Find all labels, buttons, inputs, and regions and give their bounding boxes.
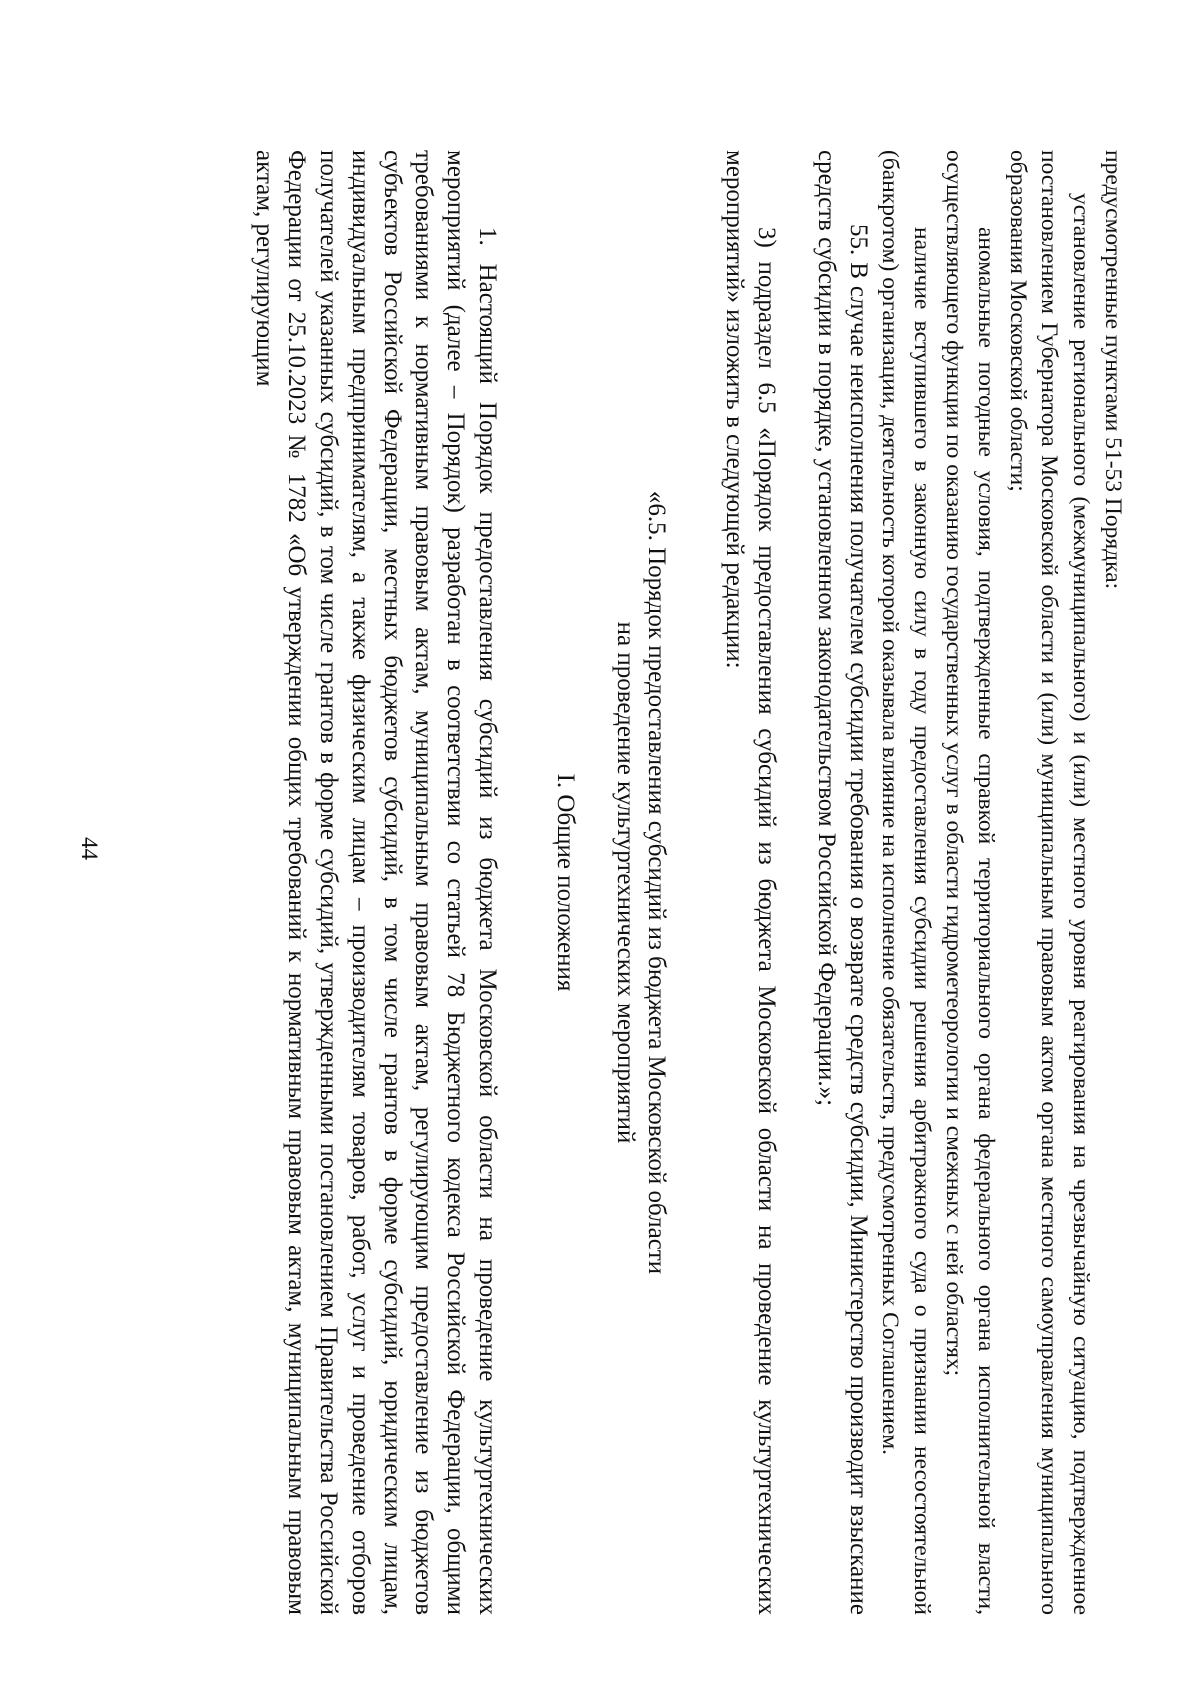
document-body (249, 150, 1128, 1615)
paragraph-amendment-3: 3) подраздел 6.5 «Порядок предоставления субсидий из бюджета Московской области на проведение культуртехнических мероприятий» изложить в следующей редакции: (721, 150, 781, 1615)
spacer (672, 150, 718, 1615)
paragraph-bankruptcy: наличие вступившего в законную силу в году предоставления субсидии решения арбитражного суда о признании несостоятельной (банкротом) организации, деятельность которой оказывала влияние на исполнение обязательств, предусмотренных Соглашением. (877, 150, 936, 1615)
spacer (782, 150, 810, 1615)
section-heading-general: I. Общие положения (551, 773, 579, 992)
page-number: 44 (77, 837, 102, 860)
paragraph-intro: предусмотренные пунктами 51-53 Порядка: (1100, 150, 1126, 590)
paragraph-emergency: установление регионального (межмуниципального) и (или) местного уровня реагирования на чрезвычайную ситуацию, подтвержденное постановлением Губернатора Московской области и (или) муниципальным правовым актом органа местного самоуправления муниципального образования Московской области; (1004, 150, 1095, 1615)
paragraph-weather: аномальные погодные условия, подтвержденные справкой территориального органа федерального органа исполнительной власти, осуществляющего функции по оказанию государственных услуг в области гидрометеорологии и смежных с ней областях; (941, 150, 999, 1615)
paragraph-clause-55: 55. В случае неисполнения получателем субсидии требования о возврате средств субсидии, Министерство производит взыскание средств субсидии в порядке, установленном законодательством Российской Федерации.»; (812, 150, 872, 1615)
paragraph-clause-1: 1. Настоящий Порядок предоставления субсидий из бюджета Московской области на проведение культуртехнических мероприятий (далее – Порядок) разработан в соответствии со статьей 78 Бюджетного кодекса Российской Федерации, общими требованиями к нормативным правовым актам, муниципальным правовым актам, регулирующим предоставление из бюджетов субъектов Российской Федерации, местных бюджетов субсидий, в том числе грантов в форме субсидий, юридическим лицам, индивидуальным предпринимателям, а также физическим лицам – производителям товаров, работ, услуг и проведение отборов получателей указанных субсидий, в том числе грантов в форме субсидий, утвержденными постановлением Правительства Российской Федерации от 25.10.2023 № 1782 «Об утверждении общих требований к нормативным правовым актам, муниципальным правовым актам, регулирующим (251, 150, 502, 1615)
spacer (503, 150, 549, 1615)
section-title-6-5: «6.5. Порядок предоставления субсидий из бюджета Московской области на проведение культуртехнических мероприятий (611, 490, 671, 1275)
spacer (581, 150, 609, 1615)
